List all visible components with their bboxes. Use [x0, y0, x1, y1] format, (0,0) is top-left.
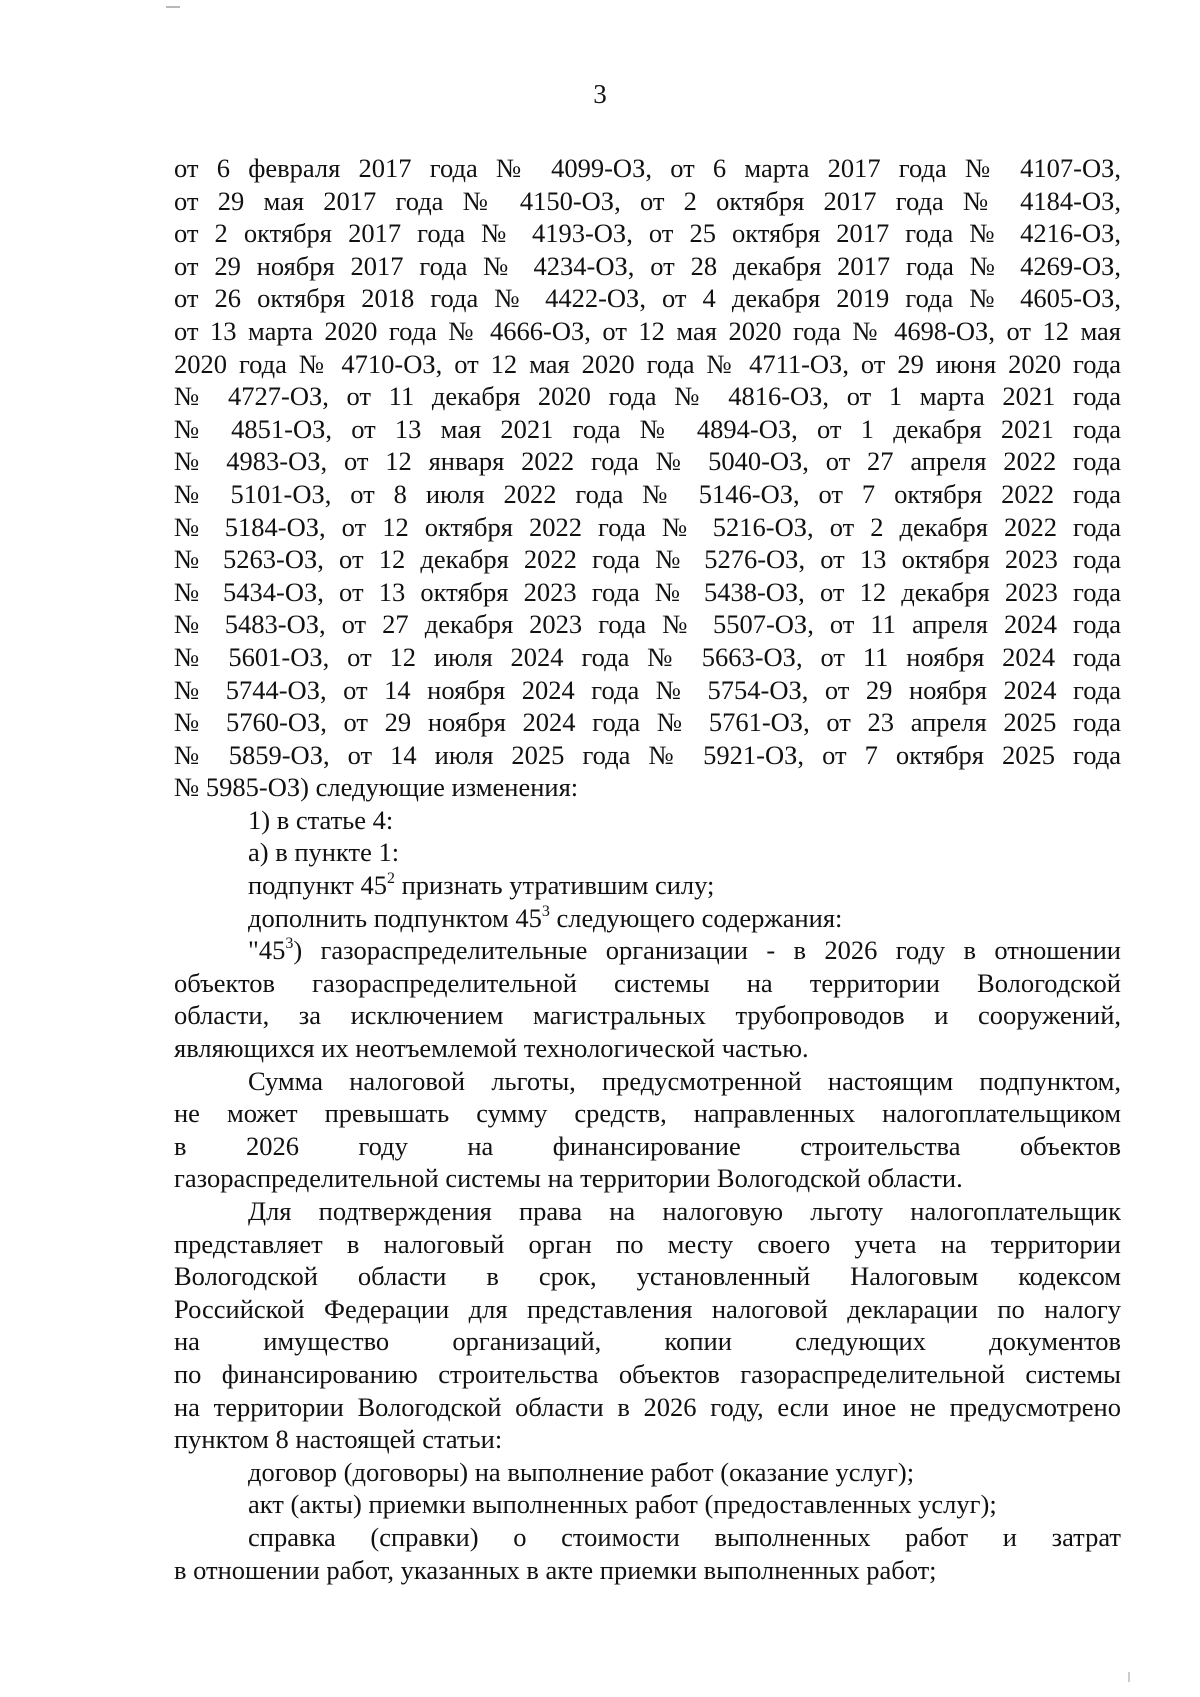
- line-text: справка (справки) о стоимости выполненных работ и затрат: [248, 1521, 1121, 1552]
- line-text: газораспределительной системы на территории Вологодской области.: [174, 1163, 963, 1194]
- text-line: [174, 804, 1121, 837]
- line-text: № 5263-ОЗ, от 12 декабря 2022 года № 5276-ОЗ, от 13 октября 2023 года: [174, 544, 1121, 575]
- line-text: № 5985-ОЗ) следующие изменения:: [174, 772, 579, 803]
- text-line: [174, 1488, 1121, 1521]
- line-text: 2020 года № 4710-ОЗ, от 12 мая 2020 года № 4711-ОЗ, от 29 июня 2020 года: [174, 348, 1121, 379]
- text-line: [174, 1228, 1121, 1261]
- text-line: [174, 967, 1121, 1000]
- line-text: подпункт 45: [248, 870, 387, 901]
- line-text: № 5101-ОЗ, от 8 июля 2022 года № 5146-ОЗ, от 7 октября 2022 года: [174, 478, 1121, 509]
- line-text: № 5483-ОЗ, от 27 декабря 2023 года № 5507-ОЗ, от 11 апреля 2024 года: [174, 609, 1121, 640]
- line-text: объектов газораспределительной системы на территории Вологодской: [174, 967, 1121, 998]
- text-line: [174, 315, 1121, 348]
- line-text: на имущество организаций, копии следующих документов: [174, 1326, 1121, 1357]
- line-text: являющихся их неотъемлемой технологической частью.: [174, 1033, 809, 1064]
- text-line: [174, 543, 1121, 576]
- text-line: [174, 282, 1121, 315]
- line-text: Для подтверждения права на налоговую льготу налогоплательщик: [248, 1196, 1121, 1226]
- superscript: 3: [285, 935, 294, 953]
- line-text: от 2 октября 2017 года № 4193-ОЗ, от 25 октября 2017 года № 4216-ОЗ,: [174, 218, 1121, 249]
- text-line: [174, 1260, 1121, 1293]
- line-text: от 6 февраля 2017 года № 4099-ОЗ, от 6 марта 2017 года № 4107-ОЗ,: [174, 153, 1121, 183]
- line-text: № 5434-ОЗ, от 13 октября 2023 года № 5438-ОЗ, от 12 декабря 2023 года: [174, 576, 1121, 607]
- superscript: 3: [541, 902, 550, 920]
- scan-artifact: [1128, 1672, 1130, 1682]
- text-line: [174, 902, 1121, 935]
- line-text: № 5859-ОЗ, от 14 июля 2025 года № 5921-ОЗ, от 7 октября 2025 года: [174, 739, 1121, 770]
- line-text: № 4851-ОЗ, от 13 мая 2021 года № 4894-ОЗ, от 1 декабря 2021 года: [174, 413, 1121, 444]
- text-line: [174, 380, 1121, 413]
- text-line: [174, 250, 1121, 283]
- text-line: [174, 478, 1121, 511]
- text-line: [174, 217, 1121, 250]
- text-line: [174, 706, 1121, 739]
- line-text: акт (акты) приемки выполненных работ (предоставленных услуг);: [248, 1489, 997, 1520]
- text-line: [174, 934, 1121, 967]
- line-text: не может превышать сумму средств, направленных налогоплательщиком: [174, 1098, 1121, 1129]
- text-line: [174, 1097, 1121, 1130]
- line-text: № 5184-ОЗ, от 12 октября 2022 года № 5216-ОЗ, от 2 декабря 2022 года: [174, 511, 1121, 542]
- text-line: [174, 771, 1121, 804]
- line-text: дополнить подпунктом 45: [248, 902, 542, 933]
- text-line: [174, 511, 1121, 544]
- line-text: представляет в налоговый орган по месту своего учета на территории: [174, 1228, 1121, 1259]
- text-line: [174, 576, 1121, 609]
- line-text: 1) в статье 4:: [248, 804, 394, 835]
- text-line: [174, 1391, 1121, 1424]
- text-line: [174, 1162, 1121, 1195]
- text-line: [174, 999, 1121, 1032]
- line-text: от 29 мая 2017 года № 4150-ОЗ, от 2 октября 2017 года № 4184-ОЗ,: [174, 185, 1121, 216]
- text-line: [174, 1423, 1121, 1456]
- text-line: [174, 739, 1121, 772]
- line-text: по финансированию строительства объектов газораспределительной системы: [174, 1358, 1121, 1389]
- text-line: [174, 1358, 1121, 1391]
- line-text-continued: следующего содержания:: [549, 902, 843, 933]
- line-text: Сумма налоговой льготы, предусмотренной настоящим подпунктом,: [248, 1065, 1121, 1096]
- text-line: [174, 1293, 1121, 1326]
- text-line: [174, 1521, 1121, 1554]
- line-text: от 26 октября 2018 года № 4422-ОЗ, от 4 декабря 2019 года № 4605-ОЗ,: [174, 283, 1121, 314]
- text-line: [174, 641, 1121, 674]
- line-text: в 2026 году на финансирование строительства объектов: [174, 1130, 1121, 1161]
- text-line: [174, 1065, 1121, 1098]
- text-line: [174, 1195, 1121, 1228]
- line-text: договор (договоры) на выполнение работ (оказание услуг);: [248, 1456, 915, 1487]
- line-text: № 4983-ОЗ, от 12 января 2022 года № 5040-ОЗ, от 27 апреля 2022 года: [174, 446, 1121, 477]
- line-text: от 13 марта 2020 года № 4666-ОЗ, от 12 мая 2020 года № 4698-ОЗ, от 12 мая: [174, 315, 1121, 346]
- text-line: [174, 1032, 1121, 1065]
- scan-artifact: [166, 6, 180, 8]
- line-text: на территории Вологодской области в 2026 году, если иное не предусмотрено: [174, 1391, 1121, 1422]
- text-line: [174, 185, 1121, 218]
- line-text: пунктом 8 настоящей статьи:: [174, 1424, 503, 1455]
- text-line: [174, 1456, 1121, 1489]
- page-number: 3: [593, 79, 607, 109]
- line-text: в отношении работ, указанных в акте приемки выполненных работ;: [174, 1554, 937, 1585]
- line-text: № 5760-ОЗ, от 29 ноября 2024 года № 5761-ОЗ, от 23 апреля 2025 года: [174, 707, 1121, 738]
- line-text: № 5744-ОЗ, от 14 ноября 2024 года № 5754-ОЗ, от 29 ноября 2024 года: [174, 674, 1121, 705]
- line-text: № 4727-ОЗ, от 11 декабря 2020 года № 4816-ОЗ, от 1 марта 2021 года: [174, 381, 1121, 412]
- text-line: [174, 869, 1121, 902]
- line-text: № 5601-ОЗ, от 12 июля 2024 года № 5663-ОЗ, от 11 ноября 2024 года: [174, 641, 1121, 672]
- text-line: [174, 608, 1121, 641]
- text-line: [174, 1554, 1121, 1587]
- line-text: "45: [248, 935, 286, 966]
- text-line: [174, 413, 1121, 446]
- line-text-continued: признать утратившим силу;: [395, 870, 715, 901]
- text-line: [174, 348, 1121, 381]
- line-text: области, за исключением магистральных трубопроводов и сооружений,: [174, 1000, 1121, 1031]
- text-line: [174, 152, 1121, 185]
- text-line: [174, 1130, 1121, 1163]
- line-text: а) в пункте 1:: [248, 837, 400, 868]
- text-line: [174, 1325, 1121, 1358]
- line-text-continued: ) газораспределительные организации - в 2026 году в отношении: [293, 935, 1121, 966]
- text-line: [174, 836, 1121, 869]
- text-line: [174, 674, 1121, 707]
- text-line: [174, 445, 1121, 478]
- line-text: Вологодской области в срок, установленный Налоговым кодексом: [174, 1261, 1121, 1292]
- superscript: 2: [387, 870, 395, 888]
- line-text: от 29 ноября 2017 года № 4234-ОЗ, от 28 декабря 2017 года № 4269-ОЗ,: [174, 250, 1121, 281]
- document-body: [174, 152, 1121, 1586]
- line-text: Российской Федерации для представления налоговой декларации по налогу: [174, 1293, 1121, 1324]
